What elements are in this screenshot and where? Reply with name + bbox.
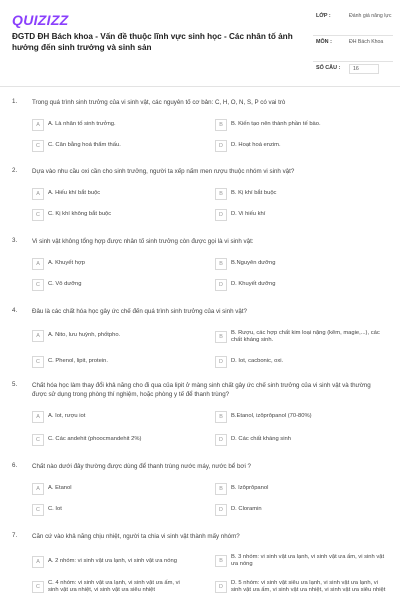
option-text: B. Kiến tạo nên thành phần tế bào. (231, 120, 321, 127)
question-number: 3. (12, 237, 18, 244)
option-c[interactable] (32, 432, 182, 447)
question-number: 2. (12, 167, 18, 174)
option-text: D. Vi hiếu khí (231, 210, 266, 217)
option-text: A. Etanol (48, 484, 72, 491)
option-b[interactable] (215, 256, 387, 271)
option-letter-box: D (215, 581, 227, 593)
option-text: C. Kị khí không bắt buộc (48, 210, 112, 217)
meta-class-row (313, 10, 393, 36)
option-d[interactable] (215, 354, 387, 369)
option-a[interactable] (32, 328, 182, 343)
quizizz-logo: QUIZIZZ (12, 12, 69, 28)
option-text: A. Iot, rượu iot (48, 412, 86, 419)
question-text: Chất hóa học làm thay đổi khả năng cho đi qua của lipit ở màng sinh chất gây ức chế sinh trưởng của vi sinh vật và thường được sử dụng trong phòng thí nghiệm, hoặc phòng y tế để thanh trùng? (32, 382, 371, 398)
option-letter-box: B (215, 483, 227, 495)
option-letter-box: D (215, 434, 227, 446)
question-number: 7. (12, 532, 18, 539)
option-c[interactable] (32, 277, 182, 292)
option-text: B. Kị khí bắt buộc (231, 189, 277, 196)
option-text: C. 4 nhóm: vi sinh vật ưa lạnh, vi sinh vật ưa ấm, vi sinh vật ưa nhiệt, vi sinh vật ưa siêu nhiệt (48, 579, 180, 593)
option-text: C. Các andehit (phoocmandehit 2%) (48, 435, 142, 442)
meta-class-value: Đánh giá năng lực (349, 13, 392, 19)
option-c[interactable] (32, 138, 182, 153)
option-text: D. Hoạt hoá enzim. (231, 141, 281, 148)
option-letter-box: A (32, 188, 44, 200)
option-letter-box: B (215, 188, 227, 200)
question-number: 6. (12, 462, 18, 469)
meta-count-row (313, 62, 393, 78)
option-letter-box: D (215, 209, 227, 221)
option-text: B. Rượu, các hợp chất kim loại nặng (kẽm, magie,...), các chất kháng sinh. (231, 329, 380, 343)
option-a[interactable] (32, 481, 182, 496)
meta-count-value: 16 (349, 64, 379, 74)
option-a[interactable] (32, 409, 182, 424)
option-letter-box: C (32, 504, 44, 516)
option-c[interactable] (32, 207, 182, 222)
option-letter-box: C (32, 434, 44, 446)
option-b[interactable] (215, 117, 387, 132)
option-text: C. Iot (48, 505, 62, 512)
option-letter-box: B (215, 331, 227, 343)
option-text: A. Hiếu khí bắt buộc (48, 189, 101, 196)
option-letter-box: A (32, 258, 44, 270)
option-d[interactable] (215, 138, 387, 153)
option-text: D. Khuyết dưỡng (231, 280, 276, 287)
option-letter-box: A (32, 483, 44, 495)
option-text: A. Nito, lưu huỳnh, phốtpho. (48, 331, 121, 338)
meta-count-label: SỐ CÂU : (316, 65, 341, 71)
question-text: Trong quá trình sinh trưởng của vi sinh vật, các nguyên tố cơ bản: C, H, O, N, S, P có vai trò (32, 99, 286, 106)
question-text: Căn cứ vào khả năng chịu nhiệt, người ta chia vi sinh vật thành mấy nhóm? (32, 533, 240, 540)
option-text: A. Là nhân tố sinh trưởng. (48, 120, 116, 127)
meta-subject-label: MÔN : (316, 39, 332, 45)
option-text: B. 3 nhóm: vi sinh vật ưa lạnh, vi sinh vật ưa ấm, vi sinh vật ưa nóng (231, 553, 385, 567)
option-letter-box: C (32, 356, 44, 368)
option-a[interactable] (32, 186, 182, 201)
option-b[interactable] (215, 328, 387, 346)
option-text: D. Iot, cacbonic, oxi. (231, 357, 284, 364)
question-text: Chất nào dưới đây thường được dùng để thanh trùng nước máy, nước bể bơi ? (32, 463, 251, 470)
option-text: D. Cloramin (231, 505, 262, 512)
option-letter-box: C (32, 209, 44, 221)
question-number: 1. (12, 98, 18, 105)
question-number: 5. (12, 381, 18, 388)
option-b[interactable] (215, 186, 387, 201)
option-letter-box: D (215, 356, 227, 368)
option-letter-box: D (215, 279, 227, 291)
meta-panel (313, 10, 393, 78)
question-text: Vi sinh vật không tổng hợp được nhân tố sinh trưởng còn được gọi là vi sinh vật: (32, 238, 254, 245)
document-title: ĐGTD ĐH Bách khoa - Vấn đề thuộc lĩnh vực sinh học - Các nhân tố ảnh hưởng đến sinh trưởng và sinh sản (12, 32, 293, 52)
option-letter-box: A (32, 330, 44, 342)
meta-class-label: LỚP : (316, 13, 331, 19)
option-text: A. 2 nhóm: vi sinh vật ưa lạnh, vi sinh vật ưa nóng (48, 558, 177, 565)
option-d[interactable] (215, 502, 387, 517)
option-text: C. Cân bằng hoá thẩm thấu. (48, 141, 121, 148)
option-d[interactable] (215, 207, 387, 222)
option-text: C. Vô dưỡng (48, 280, 82, 287)
option-text: B.Nguyên dưỡng (231, 259, 276, 266)
question-text: Đâu là các chất hóa học gây ức chế đến quá trình sinh trưởng của vi sinh vật? (32, 308, 247, 315)
meta-subject-value: ĐH Bách Khoa (349, 39, 384, 45)
option-letter-box: B (215, 555, 227, 567)
option-text: B. Izôprôpanol (231, 484, 269, 491)
meta-subject-row (313, 36, 393, 62)
option-d[interactable] (215, 576, 387, 598)
option-c[interactable] (32, 354, 182, 369)
option-text: A. Khuyết hợp (48, 259, 85, 266)
option-letter-box: D (215, 504, 227, 516)
option-text: B.Etanol, izôprôpanol (70-80%) (231, 412, 312, 419)
option-b[interactable] (215, 551, 387, 571)
question-number: 4. (12, 307, 18, 314)
option-letter-box: B (215, 258, 227, 270)
option-a[interactable] (32, 553, 182, 571)
option-letter-box: B (215, 119, 227, 131)
option-letter-box: B (215, 411, 227, 423)
option-letter-box: C (32, 140, 44, 152)
option-letter-box: C (32, 279, 44, 291)
option-d[interactable] (215, 277, 387, 292)
option-letter-box: A (32, 411, 44, 423)
option-b[interactable] (215, 481, 387, 496)
option-b[interactable] (215, 409, 387, 424)
option-c[interactable] (32, 502, 182, 517)
header-divider (0, 86, 400, 87)
option-letter-box: C (32, 581, 44, 593)
option-d[interactable] (215, 432, 387, 447)
option-text: C. Phenol, lipit, protein. (48, 357, 108, 364)
option-a[interactable] (32, 256, 182, 271)
option-text: D. Các chất kháng sinh (231, 435, 291, 442)
option-letter-box: A (32, 119, 44, 131)
option-a[interactable] (32, 117, 182, 132)
option-letter-box: A (32, 556, 44, 568)
option-c[interactable] (32, 576, 182, 598)
option-text: D. 5 nhóm: vi sinh vật siêu ưa lạnh, vi sinh vật ưa lạnh, vi sinh vật ưa ấm, vi sinh vật ưa nhiệt, vi sinh vật ưa siêu nhiệt (231, 579, 386, 593)
option-letter-box: D (215, 140, 227, 152)
question-text: Dựa vào nhu cầu oxi cần cho sinh trưởng, người ta xếp nấm men rượu thuộc nhóm vi sinh vật? (32, 168, 295, 175)
